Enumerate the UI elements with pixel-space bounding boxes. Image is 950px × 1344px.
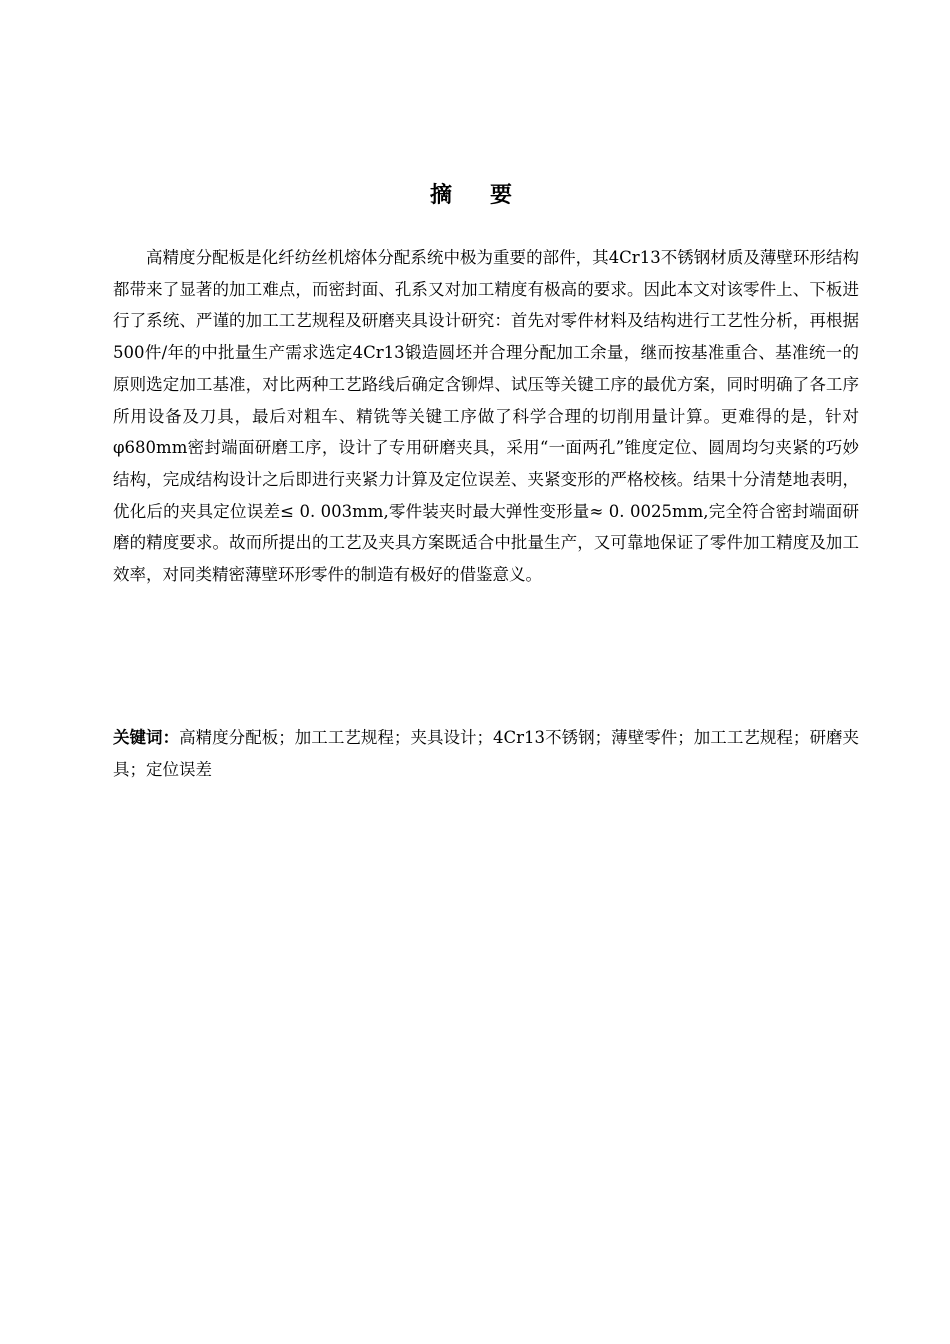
keywords-label: 关键词：	[113, 728, 180, 747]
keywords-text: 高精度分配板；加工工艺规程；夹具设计；4Cr13不锈钢；薄壁零件；加工工艺规程；研磨夹具；定位误差	[113, 728, 860, 779]
abstract-paragraph: 高精度分配板是化纤纺丝机熔体分配系统中极为重要的部件，其4Cr13不锈钢材质及薄壁环形结构都带来了显著的加工难点，而密封面、孔系又对加工精度有极高的要求。因此本文对该零件上、下板进行了系统、严谨的加工工艺规程及研磨夹具设计研究：首先对零件材料及结构进行工艺性分析，再根据500件/年的中批量生产需求选定4Cr13锻造圆坯并合理分配加工余量，继而按基准重合、基准统一的原则选定加工基准，对比两种工艺路线后确定含铆焊、试压等关键工序的最优方案，同时明确了各工序所用设备及刀具，最后对粗车、精铣等关键工序做了科学合理的切削用量计算。更难得的是，针对φ680mm密封端面研磨工序，设计了专用研磨夹具，采用“一面两孔”锥度定位、圆周均匀夹紧的巧妙结构，完成结构设计之后即进行夹紧力计算及定位误差、夹紧变形的严格校核。结果十分清楚地表明，优化后的夹具定位误差≤ 0. 003mm,零件装夹时最大弹性变形量≈ 0. 0025mm,完全符合密封端面研磨的精度要求。故而所提出的工艺及夹具方案既适合中批量生产，又可靠地保证了零件加工精度及加工效率，对同类精密薄壁环形零件的制造有极好的借鉴意义。	[113, 248, 859, 585]
page-title: 摘 要	[429, 182, 520, 208]
keywords-section	[113, 722, 859, 785]
